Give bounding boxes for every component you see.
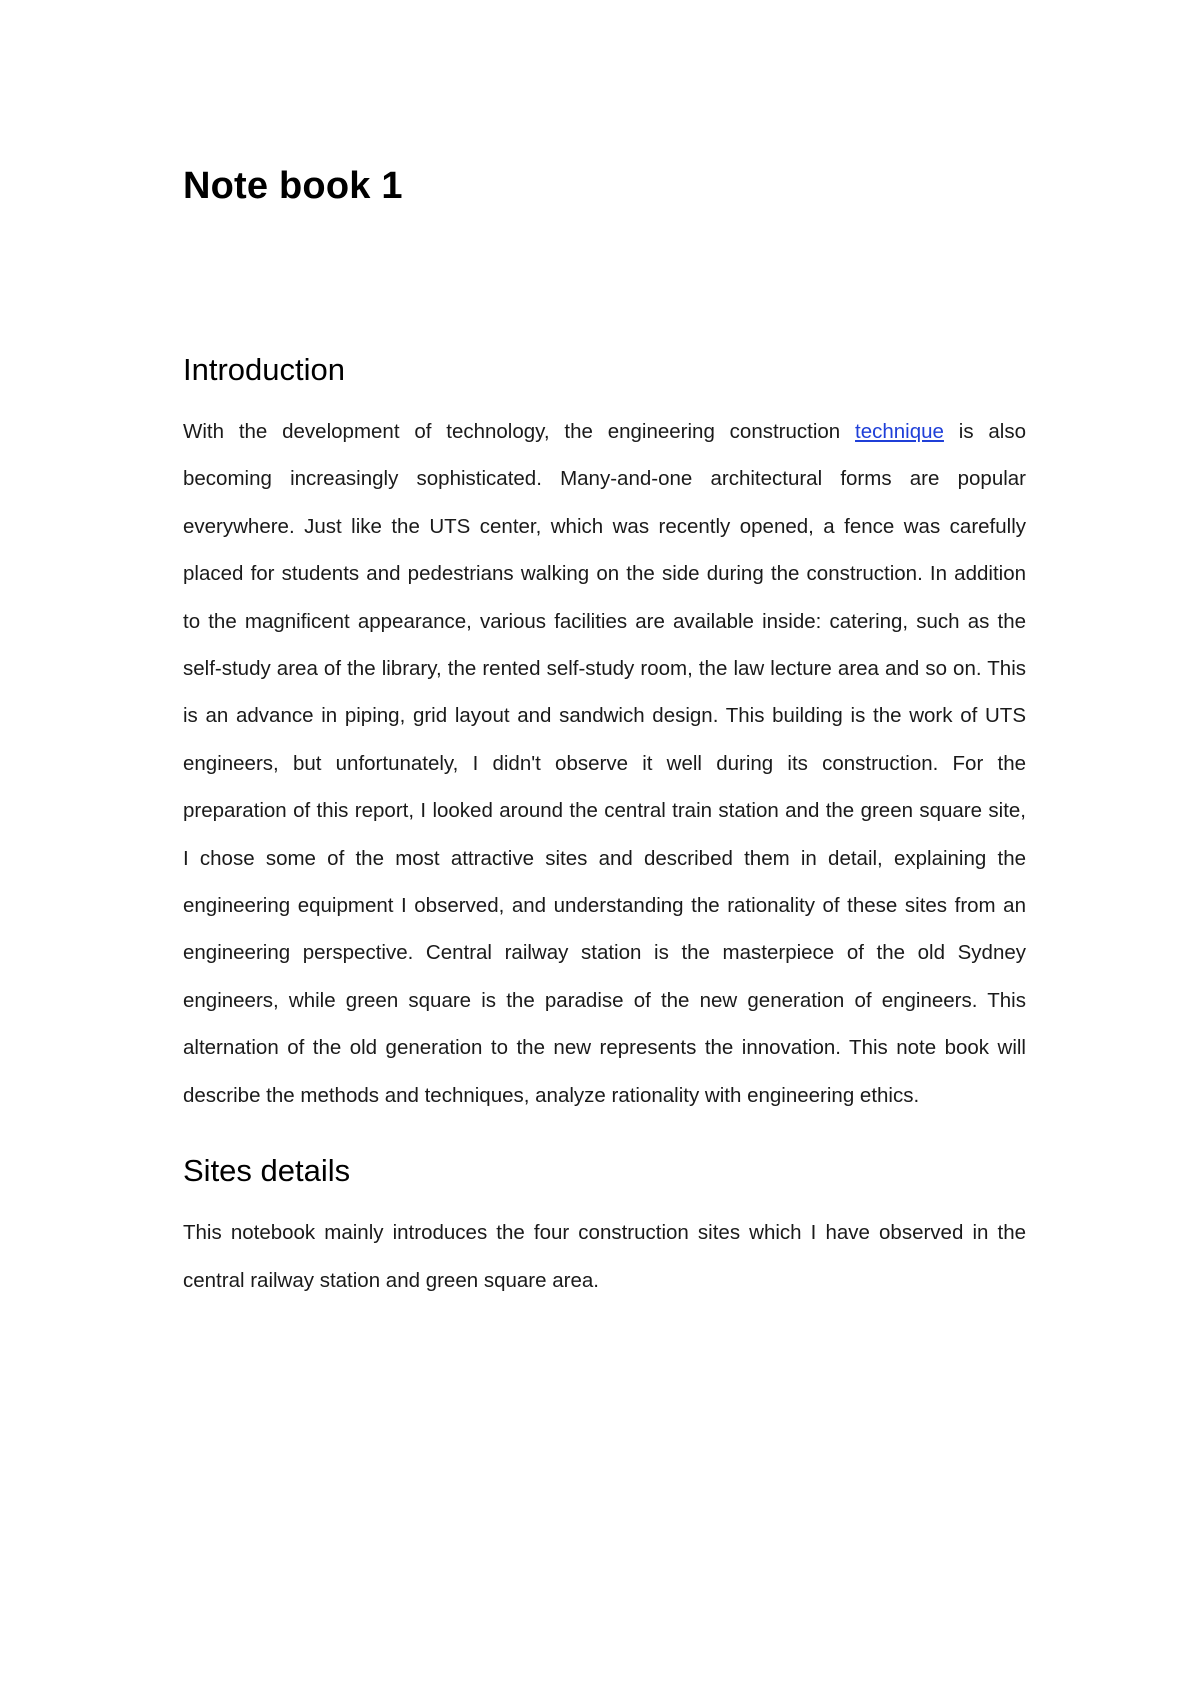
introduction-text-before-link: With the development of technology, the engineering construction	[183, 420, 856, 443]
section-heading-introduction: Introduction	[183, 352, 345, 387]
document-body	[183, 160, 1026, 1304]
introduction-text-after-link: is also becoming increasingly sophisticated. Many-and-one architectural forms are popular everywhere. Just like the UTS center, which was recently opened, a fence was carefully placed for students and pedestrians walking on the side during the construction. In addition to the magnificent appearance, various facilities are available inside: catering, such as the self-study area of the library, the rented self-study room, the law lecture area and so on. This is an advance in piping, grid layout and sandwich design. This building is the work of UTS engineers, but unfortunately, I didn't observe it well during its construction. For the preparation of this report, I looked around the central train station and the green square site, I chose some of the most attractive sites and described them in detail, explaining the engineering equipment I observed, and understanding the rationality of these sites from an engineering perspective. Central railway station is the masterpiece of the old Sydney engineers, while green square is the paradise of the new generation of engineers. This alternation of the old generation to the new represents the innovation. This note book will describe the methods and techniques, analyze rationality with engineering ethics.	[183, 420, 1026, 1107]
introduction-paragraph	[183, 408, 1026, 1119]
technique-link[interactable]: technique	[855, 420, 944, 443]
section-heading-sites-details: Sites details	[183, 1153, 351, 1189]
document-title: Note book 1	[183, 165, 403, 207]
sites-details-paragraph: This notebook mainly introduces the four construction sites which I have observed in the central railway station and green square area.	[183, 1221, 1026, 1292]
